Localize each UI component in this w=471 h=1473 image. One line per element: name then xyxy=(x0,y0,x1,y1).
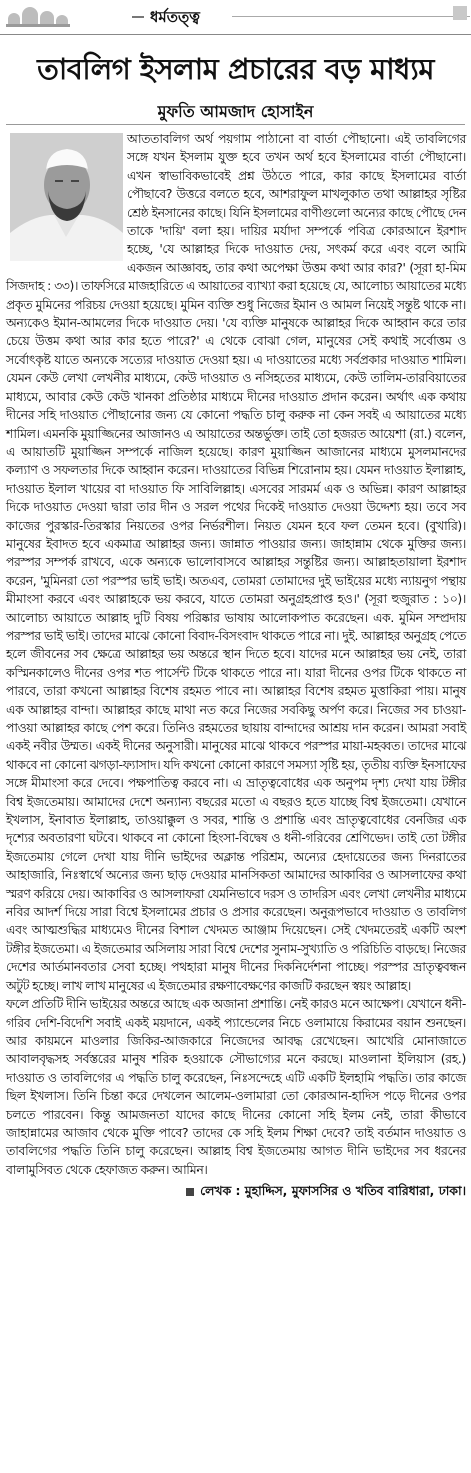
author-portrait-photo xyxy=(10,133,123,261)
masjid-logo-icon xyxy=(6,3,70,27)
page-header xyxy=(0,0,471,35)
byline-divider xyxy=(6,124,465,125)
header-rule-right xyxy=(232,16,470,17)
article-paragraph: আততাবলিগ অর্থ পয়গাম পাঠানো বা বার্তা পৌছানো। এই তাবলিগের সঙ্গে যখন ইসলাম যুক্ত হবে তখন অর্থ হবে ইসলামের বার্তা পৌছানো। এখন স্বাভাবিকভাবেই প্রশ্ন উঠতে পারে, কার কাছে ইসলামের বার্তা পৌছাবে? উত্তরে বলতে হবে, আশরাফুল মাখলুকাত তথা আল্লাহর সৃষ্টির শ্রেষ্ঠ ইনসানের কাছে। যিনি ইসলামের বাণীগুলো অন্যের কাছে পৌছে দেন তাকে 'দায়ি' বলা হয়। দায়ির মর্যাদা সম্পর্কে পবিত্র কোরআনে ইরশাদ হচ্ছে, 'যে আল্লাহর দিকে দাওয়াত দেয়, সৎকর্ম করে এবং বলে আমি একজন আজ্ঞাবহ, তার কথা অপেক্ষা উত্তম কথা আর কার?' (সূরা হা-মিম সিজদাহ : ৩৩)। তাফসিরে মাজহারিতে এ আয়াতের ব্যাখ্যা করা হয়েছে যে, আলোচ্য আয়াতের মধ্যে প্রকৃত মুমিনের পরিচয় দেওয়া হয়েছে। মুমিন ব্যক্তি শুধু নিজের ইমান ও আমল নিয়েই সন্তুষ্ট থাকে না। অন্যকেও ইমান-আমলের দিকে দাওয়াত দেয়। 'যে ব্যক্তি মানুষকে আল্লাহর দিকে আহ্বান করে তার চেয়ে উত্তম কথা আর কার হতে পারে?' এ থেকে বোঝা গেল, মানুষের সেই কথাই সর্বোত্তম ও সর্বোৎকৃষ্ট যাতে অন্যকে সত্যের দাওয়াত দেওয়া হয়। এ দাওয়াতের মধ্যে সর্বপ্রকার দাওয়াত শামিল। যেমন কেউ লেখা লেখনীর মাধ্যমে, কেউ দাওয়াত ও নসিহতের মাধ্যমে, কেউ তালিম-তারবিয়াতের মাধ্যমে, আবার কেউ কেউ খানকা প্রতিষ্ঠার মাধ্যমে দীনের দাওয়াত প্রদান করেন। অর্থাৎ এক কথায় দীনের সহি দাওয়াত পৌছানোর জন্য যে কোনো পদ্ধতি চালু করুক না কেন সবই এ আয়াতের মধ্যে শামিল। এমনকি মুয়াজ্জিনের আজানও এ আয়াতের অন্তর্ভুক্ত। তাই তো হজরত আয়েশা (রা.) বলেন, এ আয়াতটি মুয়াজ্জিন সম্পর্কে নাজিল হয়েছে। কারণ মুয়াজ্জিন আজানের মাধ্যমে মুসলমানদের কল্যাণ ও সফলতার দিকে আহ্বান করেন। দাওয়াতের বিভিন্ন শিরোনাম হয়। যেমন দাওয়াত ইলাল্লাহ, দাওয়াত ইলাল খায়ের বা দাওয়াত ফি সাবিলিল্লাহ। এসবের সারমর্ম এক ও অভিন্ন। কারণ আল্লাহর দিকে দাওয়াত দেওয়া দ্বারা তার দীন ও সরল পথের দিকেই দাওয়াত দেওয়া উদ্দেশ্য হয়। তবে সব কাজের পুরস্কার-তিরস্কার নিয়তের ওপর নির্ভরশীল। নিয়ত যেমন হবে ফল তেমন হবে। (বুখারি)। মানুষের ইবাদত হবে একমাত্র আল্লাহর জন্য। জান্নাত পাওয়ার জন্য। জাহান্নাম থেকে মুক্তির জন্য। পরস্পর সম্পর্ক রাখবে, একে অন্যকে ভালোবাসবে আল্লাহর সন্তুষ্টির জন্য। আল্লাহতায়ালা ইরশাদ করেন, 'মুমিনরা তো পরস্পর ভাই ভাই। অতএব, তোমরা তোমাদের দুই ভাইয়ের মধ্যে ন্যায়নুগ পন্থায় মীমাংসা করবে এবং আল্লাহকে ভয় করবে, যাতে তোমরা অনুগ্রহপ্রাপ্ত হও।' (সূরা হুজুরাত : ১০)। আলোচ্য আয়াতে আল্লাহ দুটি বিষয় পরিষ্কার ভাষায় আলোকপাত করেছেন। এক. মুমিন সম্প্রদায় পরস্পর ভাই ভাই। তাদের মাঝে কোনো বিবাদ-বিসংবাদ থাকতে পারে না। দুই. আল্লাহর অনুগ্রহ পেতে হলে জীবনের সব ক্ষেত্রে আল্লাহর ভয় অন্তরে স্থান দিতে হবে। যাদের মনে আল্লাহর ভয় নেই, তারা কস্মিনকালেও দীনের ওপর শত পার্সেন্ট টিকে থাকতে পারে না। যারা দীনের ওপর টিকে থাকতে না পারবে, তারা কখনো আল্লাহর বিশেষ রহমত পাবে না। আল্লাহর বিশেষ রহমত মুত্তাকিরা পায়। মানুষ এক আল্লাহর বান্দা। আল্লাহর কাছে মাথা নত করে নিজের সবকিছু অর্পণ করে। নিজের সব চাওয়া-পাওয়া আল্লাহর কাছে পেশ করে। তিনিও রহমতের ছায়ায় বান্দাদের আশ্রয় দান করেন। আমরা সবাই একই নবীর উম্মত। একই দীনের অনুসারী। মানুষের মাঝে থাকবে পরস্পর মায়া-মহব্বত। তাদের মাঝে থাকবে না কোনো ঝগড়া-ফ্যাসাদ। যদি কখনো কোনো কারণে সমস্যা সৃষ্টি হয়, তৃতীয় ব্যক্তি ইনসাফের সঙ্গে মীমাংসা করে দেবে। পক্ষপাতিত্ব করবে না। এ ভ্রাতৃত্ববোধের এক অনুপম দৃশ্য দেখা যায় টঙ্গীর বিশ্ব ইজতেমায়। আমাদের দেশে অন্যান্য বছরের মতো এ বছরও হতে যাচ্ছে বিশ্ব ইজতেমা। যেখানে ইখলাস, ইনাবাত ইলাল্লাহ, তাওয়াক্কুল ও সবর, শান্তি ও প্রশান্তি এবং ভ্রাতৃত্ববোধের বেনজির এক দৃশ্যের অবতারণা ঘটবে। থাকবে না কোনো হিংসা-বিদ্বেষ ও ধনী-গরিবের শ্রেণিভেদ। তাই তো টঙ্গীর ইজতেমায় গেলে দেখা যায় দীনি ভাইদের অক্লান্ত পরিশ্রম, অন্যের হেদায়েতের জন্য দিনরাতের আহাজারি, নিঃস্বার্থে অন্যের জন্য ছাড় দেওয়ার মানসিকতা আমাদের আকাবির ও আসলাফের কথা স্মরণ করিয়ে দেয়। আকাবির ও আসলাফরা যেমনিভাবে দরস ও তাদরিস এবং লেখা লেখনীর মাধ্যমে নবির আদর্শ দিয়ে সারা বিশ্বে ইসলামের প্রচার ও প্রসার করেছেন। অনুরূপভাবে দাওয়াত ও তাবলিগ এবং আত্মশুদ্ধির মাধ্যমেও দীনের বিশাল খেদমত আঞ্জাম দিয়েছেন। সেই খেদমতেরই একটি অংশ টঙ্গীর ইজতেমা। এ ইজতেমার অসিলায় সারা বিশ্বে দেশের সুনাম-সুখ্যাতি ও পরিচিতি বাড়ছে। নিজের দেশের আর্তমানবতার সেবা হচ্ছে। পথহারা মানুষ দীনের দিকনির্দেশনা পাচ্ছে। পরস্পর ভ্রাতৃত্ববন্ধন অটুট হচ্ছে। লাখ লাখ মানুষের এ ইজতেমার রক্ষণাবেক্ষণের কাজটি করছেন স্বয়ং আল্লাহ। xyxy=(6,131,466,993)
article-body xyxy=(6,130,466,1200)
article-headline: তাবলিগ ইসলাম প্রচারের বড় মাধ্যম xyxy=(37,52,434,86)
author-byline: মুফতি আমজাদ হোসাইন xyxy=(157,102,314,121)
corner-mark xyxy=(453,6,467,20)
section-label: ধর্মতত্ত্ব xyxy=(150,8,200,26)
article-paragraph: ফলে প্রতিটি দীনি ভাইয়ের অন্তরে আছে এক অজানা প্রশান্তি। নেই কারও মনে আক্ষেপ। যেখানে ধনী-গরিব দেশি-বিদেশি সবাই একই ময়দানে, একই প্যান্ডেলের নিচে ওলামায়ে কিরামের বয়ান শুনছেন। আর কায়মনে মাওলার জিকির-আজকারে নিজেদের আবদ্ধ রেখেছেন। আখেরি মোনাজাতে আবালবৃদ্ধসহ সর্বস্তরের মানুষ শরিক হওয়াকে সৌভাগ্যের মনে করছে। মাওলানা ইলিয়াস (রহ.) দাওয়াত ও তাবলিগের এ পদ্ধতি চালু করেছেন, নিঃসন্দেহে এটি একটি ইলহামি পদ্ধতি। তার কাজে ছিল ইখলাস। তিনি চিন্তা করে দেখলেন আলেম-ওলামারা তো কোরআন-হাদিস পড়ে দীনের ওপর চলতে পারবেন। কিন্তু আমজনতা যাদের কাছে দীনের কোনো সহি ইলম নেই, তারা কীভাবে জাহান্নামের আজাব থেকে মুক্তি পাবে? তাদের কে সহি ইলম শিক্ষা দেবে? তাই বর্তমান দাওয়াত ও তাবলিগের পদ্ধতি তিনি চালু করেছেন। আল্লাহ বিশ্ব ইজতেমায় আগত দীনি ভাইদের সব ধরনের বালামুসিবত থেকে হেফাজত করুন। আমিন। xyxy=(6,996,466,1177)
author-signature xyxy=(6,1182,466,1200)
signature-text: লেখক : মুহাদ্দিস, মুফাসসির ও খতিব বারিধারা, ঢাকা। xyxy=(200,1183,466,1199)
square-bullet-icon xyxy=(186,1188,194,1196)
header-rule-left xyxy=(132,16,144,18)
